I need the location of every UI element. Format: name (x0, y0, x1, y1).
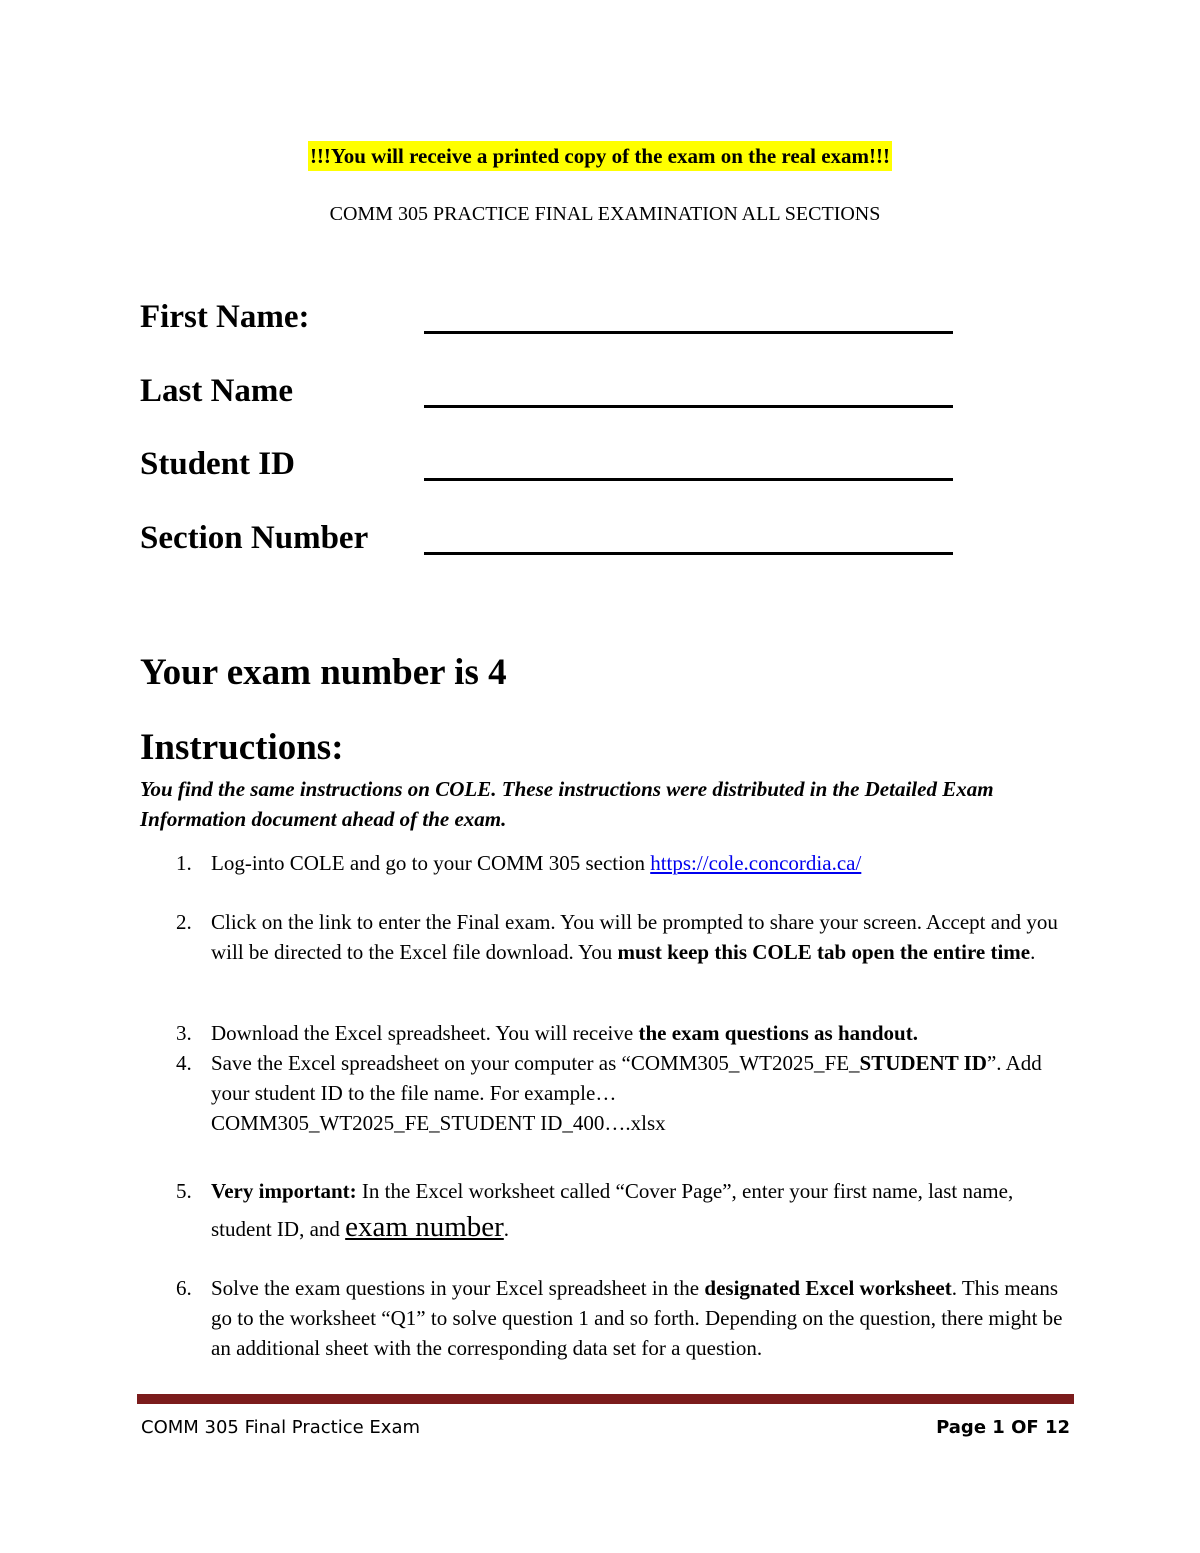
cole-link[interactable]: https://cole.concordia.ca/ (650, 851, 862, 875)
footer-divider (137, 1394, 1074, 1404)
item-number: 1. (176, 851, 192, 875)
item-text (211, 1173, 1070, 1247)
item-text-part: . (1030, 940, 1036, 964)
exam-title: COMM 305 PRACTICE FINAL EXAMINATION ALL SECTIONS (329, 203, 881, 225)
item-text (211, 1273, 1070, 1363)
exam-number-heading: Your exam number is 4 (140, 652, 507, 693)
item-text-bold: must keep this COLE tab open the entire time (617, 940, 1031, 964)
item-text-part: ”. Add your student ID to the file name. For example… (211, 1051, 1042, 1105)
first-name-blank[interactable] (424, 331, 953, 334)
instruction-item-4 (140, 1048, 1070, 1138)
item-text (211, 848, 1070, 878)
item-text-part: Log-into COLE and go to your COMM 305 section (211, 851, 651, 875)
item-text-bold: Very important: (211, 1179, 357, 1203)
item-number: 3. (176, 1021, 192, 1045)
item-number: 5. (176, 1179, 192, 1203)
item-text-bold: designated Excel worksheet (704, 1276, 952, 1300)
instructions-intro: You find the same instructions on COLE. These instructions were distributed in the Detailed Exam Information document ahead of the exam. (140, 777, 994, 831)
item-text-part: . (503, 1217, 510, 1241)
instruction-item-6 (140, 1273, 1070, 1363)
instruction-item-5 (140, 1173, 1070, 1247)
item-text (211, 907, 1070, 967)
item-text-part: Save the Excel spreadsheet on your computer as “COMM305_WT2025_FE_ (211, 1051, 860, 1075)
item-text-part: Solve the exam questions in your Excel spreadsheet in the (211, 1276, 705, 1300)
item-text (211, 1048, 1070, 1138)
student-id-label: Student ID (140, 446, 295, 482)
instruction-item-2 (140, 907, 1070, 967)
item-text-part: Download the Excel spreadsheet. You will receive (211, 1021, 639, 1045)
instruction-item-3 (140, 1018, 1070, 1048)
item-text-part: . This means go to the worksheet “Q1” to solve question 1 and so forth. Depending on the question, there might be an additional sheet with the corresponding data set for a question. (211, 1276, 1063, 1360)
item-number: 6. (176, 1276, 192, 1300)
student-id-blank[interactable] (424, 478, 953, 481)
item-text-part: Click on the link to enter the Final exam. You will be prompted to share your screen. Accept and you will be directed to the Excel file download. You (211, 910, 1058, 964)
footer-page-number: Page 1 OF 12 (936, 1417, 1070, 1438)
item-text-bold: STUDENT ID (859, 1051, 987, 1075)
instruction-item-1 (140, 848, 1070, 878)
exam-number-emphasis: exam number (345, 1211, 504, 1243)
section-number-blank[interactable] (424, 552, 953, 555)
footer-course-title: COMM 305 Final Practice Exam (141, 1417, 421, 1438)
example-filename: COMM305_WT2025_FE_STUDENT ID_400….xlsx (211, 1111, 666, 1135)
last-name-blank[interactable] (424, 405, 953, 408)
instructions-heading: Instructions: (140, 727, 344, 768)
first-name-label: First Name: (140, 299, 310, 335)
item-text-part: In the Excel worksheet called “Cover Page”, enter your first name, last name, student ID, and (211, 1179, 1014, 1241)
last-name-label: Last Name (140, 373, 294, 409)
section-number-label: Section Number (140, 520, 369, 556)
item-number: 2. (176, 910, 192, 934)
banner-container (0, 141, 1200, 171)
item-text (211, 1018, 1070, 1048)
item-number: 4. (176, 1051, 192, 1075)
item-text-bold: the exam questions as handout. (638, 1021, 918, 1045)
printed-copy-banner: !!!You will receive a printed copy of the exam on the real exam!!! (308, 141, 892, 171)
